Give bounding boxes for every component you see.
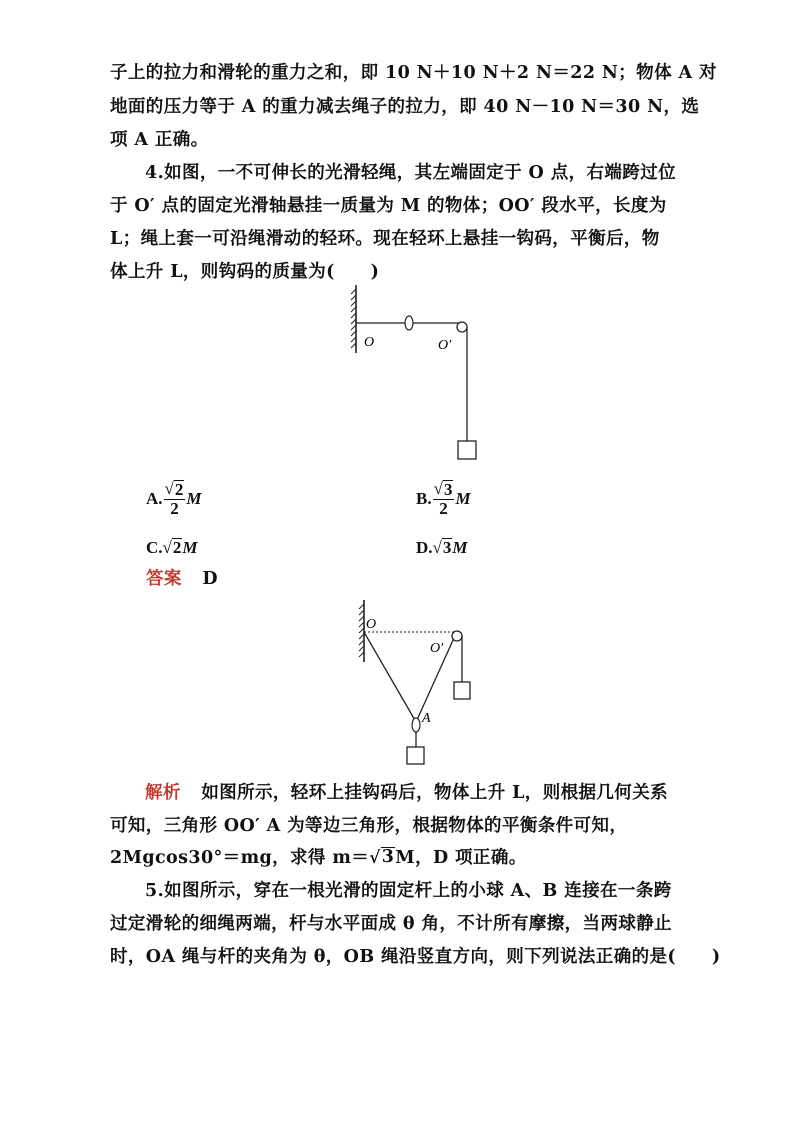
question-5-stem: 5.如图所示，穿在一根光滑的固定杆上的小球 A、B 连接在一条跨 — [145, 881, 672, 901]
answer-value: D — [202, 569, 218, 589]
figure-1 — [340, 283, 490, 471]
answer-label: 答案 — [146, 569, 182, 589]
label-o-prime: O′ — [430, 641, 444, 656]
analysis-label: 解析 — [145, 783, 181, 803]
figure-2 — [350, 598, 482, 770]
analysis-line: 2Mgcos30°＝mg，求得 m＝ √ 3 M，D 项正确。 — [110, 847, 527, 868]
text-line: L；绳上套一可沿绳滑动的轻环。现在轻环上悬挂一钩码，平衡后，物 — [110, 229, 660, 249]
pulley-icon — [457, 322, 467, 332]
label-o: O — [364, 335, 375, 350]
text-line: 地面的压力等于 A 的重力减去绳子的拉力，即 40 N－10 N＝30 N，选 — [110, 97, 700, 117]
text-line: 时，OA 绳与杆的夹角为 θ，OB 绳沿竖直方向，则下列说法正确的是( ) — [110, 947, 721, 967]
question-4-stem: 4.如图，一不可伸长的光滑轻绳，其左端固定于 O 点，右端跨过位 — [145, 163, 676, 183]
answer-row — [146, 568, 722, 590]
text-line: 过定滑轮的细绳两端，杆与水平面成 θ 角，不计所有摩擦，当两球静止 — [110, 914, 673, 934]
pulley-icon — [452, 631, 462, 641]
label-o-prime: O′ — [438, 338, 452, 353]
option-b[interactable]: B. √ 3 2 M — [416, 479, 471, 518]
analysis-line: 可知，三角形 OO′ A 为等边三角形，根据物体的平衡条件可知， — [110, 816, 628, 836]
option-a[interactable]: A. √ 2 2 M — [146, 479, 202, 518]
hook-weight-icon — [407, 747, 424, 764]
text-line: 体上升 L，则钩码的质量为( ) — [110, 262, 380, 282]
label-a: A — [422, 711, 431, 726]
ring-icon — [412, 718, 420, 732]
analysis-line: 解析 如图所示，轻环上挂钩码后，物体上升 L，则根据几何关系 — [145, 783, 669, 803]
ring-icon — [405, 316, 413, 330]
option-c[interactable]: C. √ 2 M — [146, 538, 198, 557]
text-line: 子上的拉力和滑轮的重力之和，即 10 N＋10 N＋2 N＝22 N；物体 A 对 — [110, 63, 717, 83]
option-d[interactable]: D. √ 3 M — [416, 538, 468, 557]
mass-block-icon — [454, 682, 470, 699]
mass-block-icon — [458, 441, 476, 459]
text-line: 于 O′ 点的固定光滑轴悬挂一质量为 M 的物体；OO′ 段水平，长度为 — [110, 196, 667, 216]
label-o: O — [366, 617, 377, 632]
text-line: 项 A 正确。 — [110, 130, 209, 150]
